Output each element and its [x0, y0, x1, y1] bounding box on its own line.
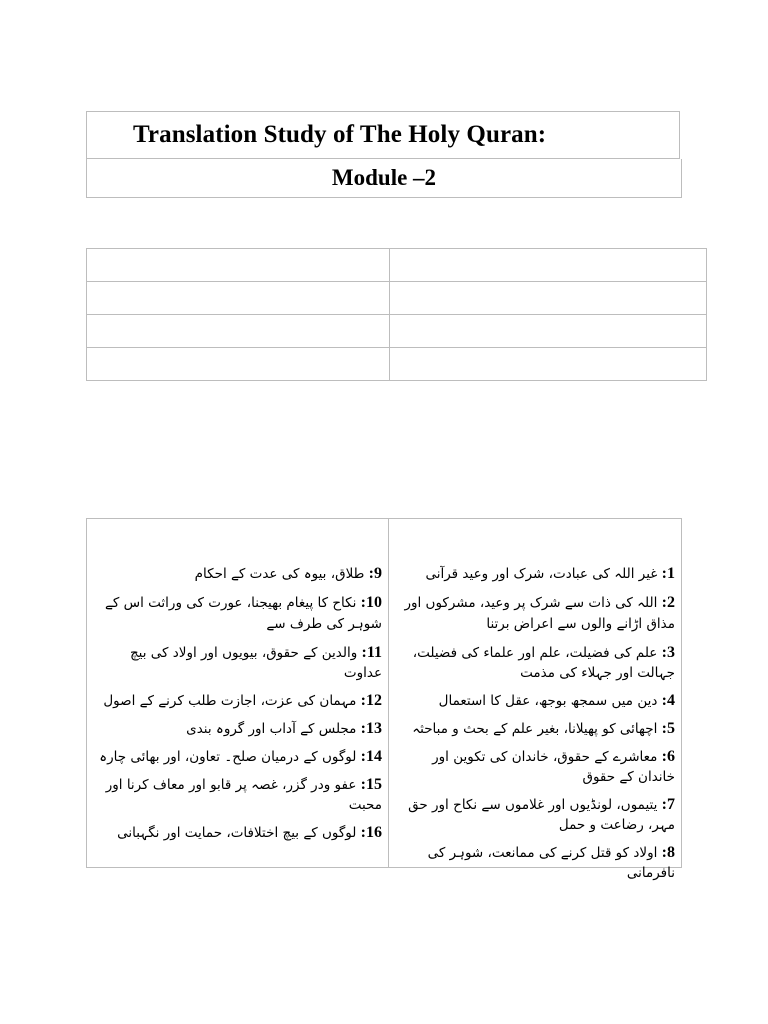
item-text: والدین کے حقوق، بیویوں اور اولاد کی بیچ عداوت — [129, 645, 382, 681]
item-text: غیر اللہ کی عبادت، شرک اور وعید قرآنی — [425, 566, 658, 582]
item-number: 6: — [661, 748, 675, 765]
list-item — [91, 747, 382, 767]
item-text: طلاق، بیوہ کی عدت کے احکام — [194, 566, 365, 582]
item-text: یتیموں، لونڈیوں اور غلاموں سے نکاح اور حق مہر، رضاعت و حمل — [408, 797, 675, 833]
item-text: مہمان کی عزت، اجازت طلب کرنے کے اصول — [103, 693, 357, 709]
list-item — [91, 643, 382, 683]
item-number: 14: — [360, 748, 382, 765]
table-cell — [390, 315, 707, 348]
title-box — [86, 111, 680, 159]
table-row — [87, 348, 707, 381]
item-text: لوگوں کے درمیان صلح۔ تعاون، اور بھائی چارہ — [99, 749, 357, 765]
item-text: علم کی فضیلت، علم اور علماء کی فضیلت، جہالت اور جہلاء کی مذمت — [412, 645, 675, 681]
list-item — [393, 795, 675, 835]
item-number: 4: — [661, 692, 675, 709]
item-number: 2: — [661, 594, 675, 611]
table-cell — [87, 282, 390, 315]
list-item — [91, 775, 382, 815]
item-number: 12: — [360, 692, 382, 709]
item-text: اولاد کو قتل کرنے کی ممانعت، شوہر کی نافرمانی — [427, 845, 675, 881]
item-text: اللہ کی ذات سے شرک پر وعید، مشرکوں اور مذاق اڑانے والوں سے اعراض برتنا — [404, 595, 675, 632]
item-number: 8: — [661, 844, 675, 861]
list-item — [393, 564, 675, 584]
table-cell — [390, 249, 707, 282]
item-number: 15: — [360, 776, 382, 793]
list-item — [393, 719, 675, 739]
module-box — [86, 159, 682, 198]
list-item — [91, 823, 382, 843]
topics-right-column — [389, 519, 681, 881]
list-item — [91, 592, 382, 635]
list-item — [91, 691, 382, 711]
item-number: 16: — [360, 824, 382, 841]
module-label: Module –2 — [331, 165, 437, 190]
list-item — [393, 592, 675, 635]
item-number: 5: — [661, 720, 675, 737]
list-item — [393, 747, 675, 787]
table-row — [87, 249, 707, 282]
document-title: Translation Study of The Holy Quran: — [133, 121, 547, 148]
item-number: 7: — [661, 796, 675, 813]
list-item — [91, 719, 382, 739]
table-cell — [87, 315, 390, 348]
item-number: 9: — [368, 565, 382, 582]
list-item — [393, 643, 675, 683]
item-text: معاشرے کے حقوق، خاندان کی تکوین اور خاندان کے حقوق — [432, 749, 675, 785]
item-text: عفو ودر گزر، غصہ پر قابو اور معاف کرنا اور محبت — [105, 777, 382, 813]
item-text: نکاح کا پیغام بھیجنا، عورت کی وراثت اس کے شوہر کی طرف سے — [105, 595, 382, 632]
table-cell — [87, 348, 390, 381]
topics-table — [86, 518, 682, 881]
item-number: 3: — [661, 644, 675, 661]
list-item — [91, 564, 382, 584]
table-cell — [390, 282, 707, 315]
item-number: 13: — [360, 720, 382, 737]
item-text: اچھائی کو پھیلانا، بغیر علم کے بحث و مباحثہ — [412, 721, 658, 737]
list-item — [393, 843, 675, 883]
table-cell — [87, 249, 390, 282]
item-text: دین میں سمجھ بوجھ، عقل کا استعمال — [438, 693, 658, 709]
item-number: 11: — [361, 644, 382, 661]
list-item — [393, 691, 675, 711]
empty-info-table — [86, 248, 707, 381]
table-cell — [390, 348, 707, 381]
item-text: لوگوں کے بیچ اختلافات، حمایت اور نگہبانی — [117, 825, 357, 841]
item-text: مجلس کے آداب اور گروہ بندی — [186, 721, 357, 737]
topics-left-column — [87, 519, 389, 867]
table-row — [87, 282, 707, 315]
item-number: 10: — [360, 594, 382, 611]
item-number: 1: — [661, 565, 675, 582]
table-row — [87, 315, 707, 348]
